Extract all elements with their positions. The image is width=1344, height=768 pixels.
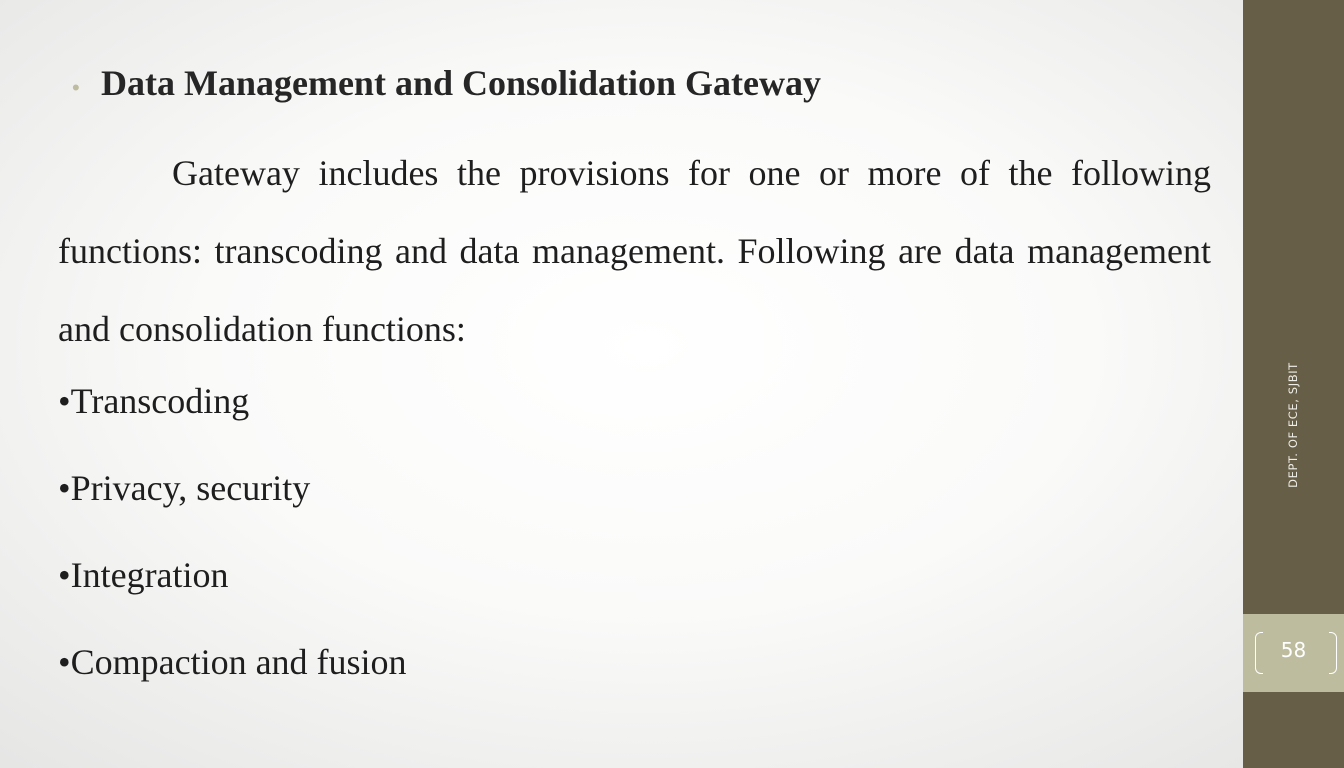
slide-heading: Data Management and Consolidation Gateway	[101, 63, 822, 103]
bullet-item-compaction-fusion: •Compaction and fusion	[58, 642, 407, 682]
heading-bullet: •	[72, 75, 80, 100]
bullet-item-transcoding: •Transcoding	[58, 381, 250, 421]
page-number: 58	[1280, 638, 1307, 662]
body-paragraph: Gateway includes the provisions for one or more of the following functions: transcoding and data management. Following are data management and consolidation functions:	[58, 153, 1211, 349]
bullet-item-privacy-security: •Privacy, security	[58, 468, 311, 508]
department-label: DEPT. OF ECE, SJBIT	[1286, 362, 1300, 488]
bullet-item-integration: •Integration	[58, 555, 229, 595]
page-number-box	[1243, 614, 1344, 692]
right-bracket-icon	[1329, 632, 1337, 674]
heading-row	[72, 62, 821, 104]
